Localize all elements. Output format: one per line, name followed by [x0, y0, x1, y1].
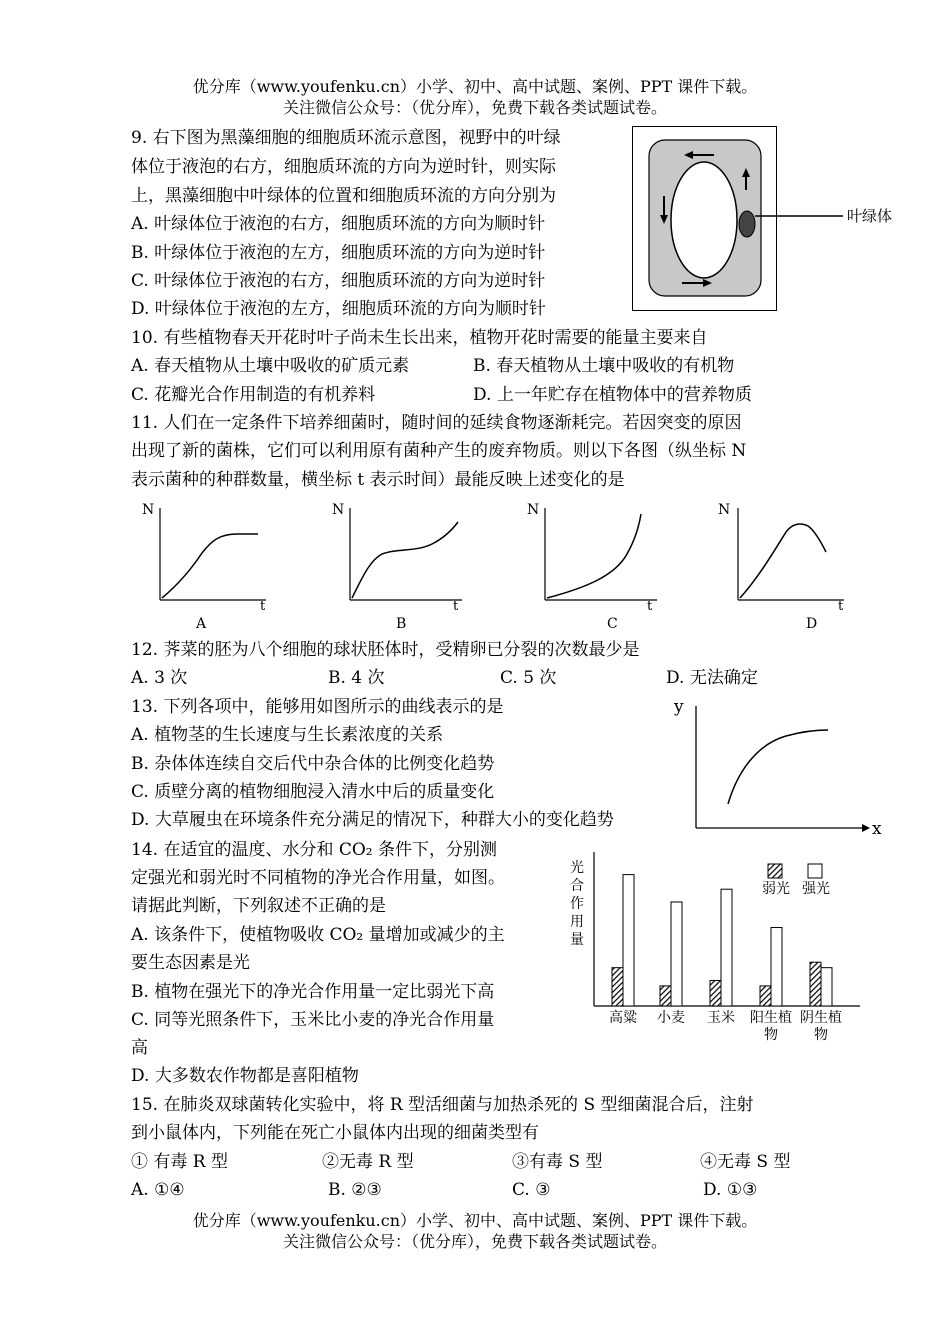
- q11-stem-3: 表示菌种的种群数量，横坐标 t 表示时间）最能反映上述变化的是: [131, 470, 625, 490]
- legend-label-strong: 强光: [802, 881, 830, 897]
- q9-stem-2: 体位于液泡的右方，细胞质环流的方向为逆时针，则实际: [131, 157, 556, 177]
- q14-option-c: C. 同等光照条件下，玉米比小麦的净光合作用量: [131, 1010, 495, 1030]
- q10-stem: 10. 有些植物春天开花时叶子尚未生长出来，植物开花时需要的能量主要来自: [131, 328, 708, 348]
- q9-option-a: A. 叶绿体位于液泡的右方，细胞质环流的方向为顺时针: [131, 214, 546, 234]
- q12-stem: 12. 荠菜的胚为八个细胞的球状胚体时，受精卵已分裂的次数最少是: [131, 640, 640, 660]
- q11-d-y-label: N: [718, 502, 731, 518]
- ylabel-char-3: 作: [570, 896, 584, 912]
- q11-graph-a: [130, 498, 270, 634]
- q13-x-label: x: [872, 819, 882, 839]
- q13-curve: [728, 730, 828, 804]
- ylabel-char-5: 量: [570, 932, 584, 948]
- header-line-1: 优分库（www.youfenku.cn）小学、初中、高中试题、案例、PPT 课件下载。: [192, 77, 758, 96]
- q13-stem: 13. 下列各项中，能够用如图所示的曲线表示的是: [131, 697, 504, 717]
- chloroplast: [739, 211, 755, 237]
- bar-weak-0: [612, 968, 623, 1006]
- bar-strong-0: [623, 875, 634, 1006]
- category-label-2: 玉米: [707, 1010, 735, 1026]
- q11-d-curve: [740, 524, 826, 598]
- q14-stem-1: 14. 在适宜的温度、水分和 CO₂ 条件下，分别测: [131, 840, 498, 860]
- category-label-3-cont: 物: [764, 1027, 778, 1043]
- bar-weak-4: [810, 962, 821, 1006]
- q14-stem-2: 定强光和弱光时不同植物的净光合作用量，如图。: [131, 868, 505, 888]
- ylabel-char-4: 用: [570, 914, 584, 930]
- footer-line-1: 优分库（www.youfenku.cn）小学、初中、高中试题、案例、PPT 课件下载。: [192, 1211, 758, 1230]
- q14-bar-chart: [560, 846, 878, 1050]
- q9-stem-1: 9. 右下图为黑藻细胞的细胞质环流示意图，视野中的叶绿: [131, 128, 561, 148]
- q15-item-4: ④无毒 S 型: [700, 1152, 791, 1172]
- bar-strong-1: [671, 902, 682, 1006]
- q11-a-caption: A: [196, 616, 207, 632]
- q11-d-caption: D: [806, 616, 818, 632]
- legend-swatch-strong: [808, 864, 822, 878]
- q15-item-2: ②无毒 R 型: [322, 1152, 414, 1172]
- q15-stem-2: 到小鼠体内，下列能在死亡小鼠体内出现的细菌类型有: [131, 1123, 539, 1143]
- q11-graph-c: [515, 498, 665, 634]
- legend-swatch-weak: [768, 864, 782, 878]
- q9-option-b: B. 叶绿体位于液泡的左方，细胞质环流的方向为逆时针: [131, 243, 546, 263]
- q11-b-y-label: N: [332, 502, 345, 518]
- q10-option-a: A. 春天植物从土壤中吸收的矿质元素: [131, 356, 410, 376]
- header-line-2: 关注微信公众号：（优分库），免费下载各类试题试卷。: [282, 98, 667, 117]
- q11-c-y-label: N: [527, 502, 540, 518]
- q14-option-d: D. 大多数农作物都是喜阳植物: [131, 1066, 359, 1086]
- q10-option-d: D. 上一年贮存在植物体中的营养物质: [473, 385, 752, 405]
- q11-graph-d: [708, 498, 858, 634]
- ylabel-char-2: 合: [570, 878, 584, 894]
- q11-a-y-label: N: [142, 502, 155, 518]
- chloroplast-label: 叶绿体: [847, 207, 893, 225]
- bar-weak-1: [660, 986, 671, 1006]
- bar-weak-2: [710, 980, 721, 1006]
- q11-b-x-label: t: [453, 599, 459, 614]
- category-label-4: 阴生植: [800, 1010, 842, 1026]
- q11-c-caption: C: [607, 616, 618, 632]
- q12-option-c: C. 5 次: [500, 668, 557, 688]
- q13-option-b: B. 杂体体连续自交后代中杂合体的比例变化趋势: [131, 754, 495, 774]
- q14-option-a: A. 该条件下，使植物吸收 CO₂ 量增加或减少的主: [131, 925, 505, 945]
- q11-stem-1: 11. 人们在一定条件下培养细菌时，随时间的延续食物逐渐耗完。若因突变的原因: [131, 413, 742, 433]
- category-label-3: 阳生植: [750, 1010, 792, 1026]
- q13-option-d: D. 大草履虫在环境条件充分满足的情况下，种群大小的变化趋势: [131, 810, 614, 830]
- q15-stem-1: 15. 在肺炎双球菌转化实验中，将 R 型活细菌与加热杀死的 S 型细菌混合后，注射: [131, 1095, 754, 1115]
- q14-stem-3: 请据此判断，下列叙述不正确的是: [131, 896, 386, 916]
- q14-option-b: B. 植物在强光下的净光合作用量一定比弱光下高: [131, 982, 495, 1002]
- q11-a-curve: [162, 534, 258, 598]
- q15-item-3: ③有毒 S 型: [512, 1152, 603, 1172]
- q15-option-b: B. ②③: [328, 1180, 382, 1200]
- q15-option-d: D. ①③: [703, 1180, 758, 1200]
- q14-option-a-cont: 要生态因素是光: [131, 953, 250, 973]
- q11-b-curve: [352, 522, 458, 598]
- q13-graph: [666, 692, 890, 840]
- ylabel-char-1: 光: [570, 860, 584, 876]
- q13-option-a: A. 植物茎的生长速度与生长素浓度的关系: [131, 725, 444, 745]
- q15-item-1: ① 有毒 R 型: [131, 1152, 229, 1172]
- q15-option-a: A. ①④: [131, 1180, 185, 1200]
- legend-label-weak: 弱光: [762, 881, 790, 897]
- category-label-1: 小麦: [657, 1010, 685, 1026]
- q10-option-c: C. 花瓣光合作用制造的有机养料: [131, 385, 376, 405]
- q14-option-c-cont: 高: [131, 1038, 148, 1058]
- q13-y-label: y: [674, 697, 684, 717]
- q9-option-d: D. 叶绿体位于液泡的左方，细胞质环流的方向为顺时针: [131, 299, 546, 319]
- q11-graph-b: [320, 498, 470, 634]
- vacuole: [671, 162, 737, 278]
- q11-c-x-label: t: [647, 599, 653, 614]
- footer-line-2: 关注微信公众号：（优分库），免费下载各类试题试卷。: [282, 1232, 667, 1251]
- q10-option-b: B. 春天植物从土壤中吸收的有机物: [473, 356, 735, 376]
- chloroplast-pointer: [755, 206, 845, 226]
- q12-option-d: D. 无法确定: [666, 668, 758, 688]
- category-label-4-cont: 物: [814, 1027, 828, 1043]
- bar-strong-3: [771, 928, 782, 1006]
- q12-option-a: A. 3 次: [131, 668, 188, 688]
- q11-b-caption: B: [396, 616, 407, 632]
- bar-strong-2: [721, 889, 732, 1006]
- bar-weak-3: [760, 986, 771, 1006]
- category-label-0: 高粱: [609, 1010, 637, 1026]
- q11-c-curve: [547, 514, 641, 598]
- q12-option-b: B. 4 次: [328, 668, 385, 688]
- q15-option-c: C. ③: [512, 1180, 551, 1200]
- q9-stem-3: 上，黑藻细胞中叶绿体的位置和细胞质环流的方向分别为: [131, 186, 556, 206]
- q13-option-c: C. 质壁分离的植物细胞浸入清水中后的质量变化: [131, 782, 495, 802]
- q9-option-c: C. 叶绿体位于液泡的右方，细胞质环流的方向为逆时针: [131, 271, 546, 291]
- q11-a-x-label: t: [260, 599, 266, 614]
- q11-stem-2: 出现了新的菌株，它们可以利用原有菌种产生的废弃物质。则以下各图（纵坐标 N: [131, 441, 747, 461]
- bar-strong-4: [821, 968, 832, 1006]
- q11-d-x-label: t: [838, 599, 844, 614]
